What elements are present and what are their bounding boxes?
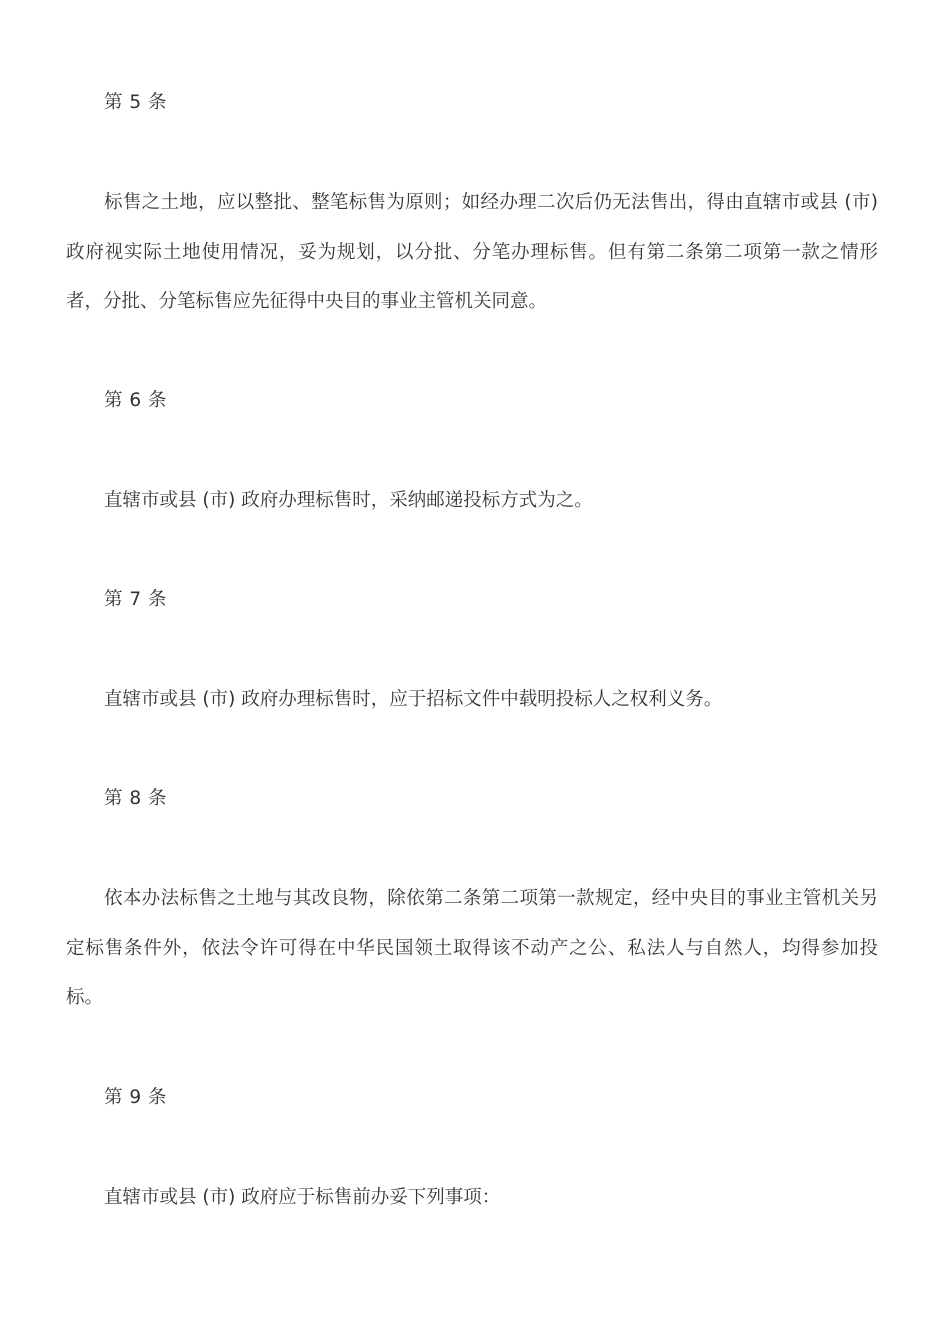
article-8-heading: 第 8 条 — [104, 788, 168, 809]
article-7-heading: 第 7 条 — [104, 589, 168, 610]
article-9-body: 直辖市或县 (市) 政府应于标售前办妥下列事项： — [104, 1187, 501, 1208]
article-5-body: 标售之土地，应以整批、整笔标售为原则；如经办理二次后仍无法售出，得由直辖市或县 (市) 政府视实际土地使用情况，妥为规划，以分批、分笔办理标售。但有第二条第二项第一款之情形者，分批、分笔标售应先征得中央目的事业主管机关同意。 — [66, 192, 878, 312]
article-8-body: 依本办法标售之土地与其改良物，除依第二条第二项第一款规定，经中央目的事业主管机关另定标售条件外，依法令许可得在中华民国领土取得该不动产之公、私法人与自然人，均得参加投标。 — [66, 888, 878, 1008]
article-6-body: 直辖市或县 (市) 政府办理标售时，采纳邮递投标方式为之。 — [104, 490, 593, 511]
article-5-heading: 第 5 条 — [104, 92, 168, 113]
article-6-heading: 第 6 条 — [104, 390, 168, 411]
article-7-body: 直辖市或县 (市) 政府办理标售时，应于招标文件中载明投标人之权利义务。 — [104, 689, 723, 710]
article-9-heading: 第 9 条 — [104, 1087, 168, 1108]
